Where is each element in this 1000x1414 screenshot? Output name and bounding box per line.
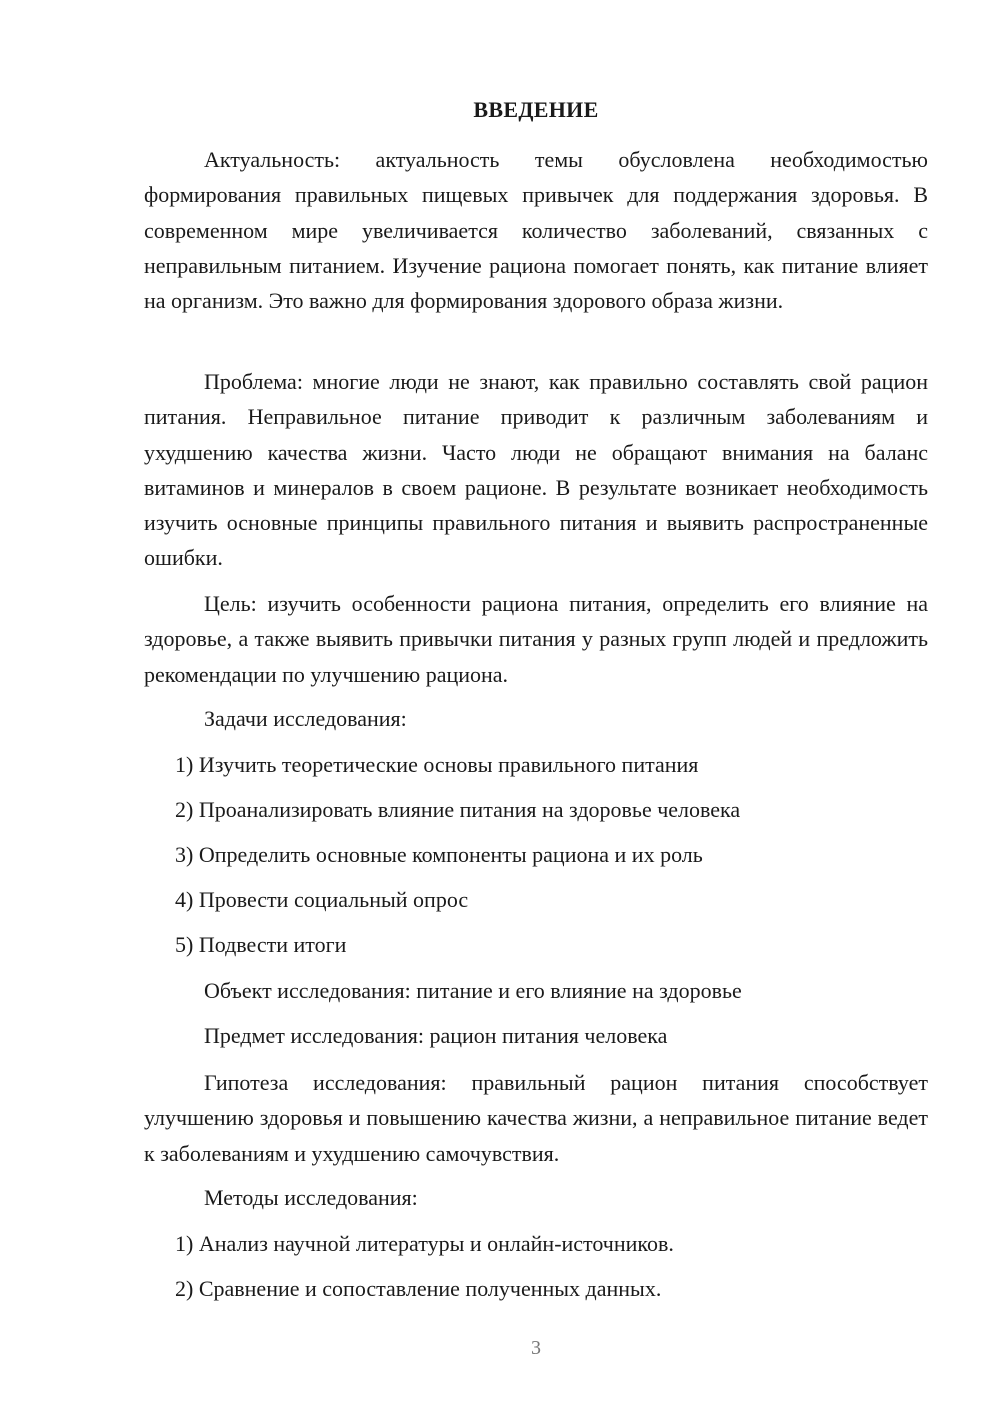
research-object: Объект исследования: питание и его влияние на здоровье [204,978,742,1003]
task-item: 3) Определить основные компоненты рациона и их роль [175,842,703,867]
research-subject: Предмет исследования: рацион питания человека [204,1023,668,1048]
methods-label: Методы исследования: [204,1185,418,1210]
page-number: 3 [531,1337,541,1359]
task-item: 1) Изучить теоретические основы правильного питания [175,752,699,777]
method-item: 1) Анализ научной литературы и онлайн-источников. [175,1231,674,1256]
goal-paragraph: Цель: изучить особенности рациона питания, определить его влияние на здоровье, а также выявить привычки питания у разных групп людей и предложить рекомендации по улучшению рациона. [144,591,928,687]
hypothesis-paragraph: Гипотеза исследования: правильный рацион питания способствует улучшению здоровья и повышению качества жизни, а неправильное питание ведет к заболеваниям и ухудшению самочувствия. [144,1070,928,1166]
section-heading: ВВЕДЕНИЕ [473,97,599,122]
task-item: 4) Провести социальный опрос [175,887,469,912]
relevance-paragraph: Актуальность: актуальность темы обусловлена необходимостью формирования правильных пищевых привычек для поддержания здоровья. В современном мире увеличивается количество заболеваний, связанных с неправильным питанием. Изучение рациона помогает понять, как питание влияет на организм. Это важно для формирования здорового образа жизни. [144,147,928,314]
method-item: 2) Сравнение и сопоставление полученных данных. [175,1276,662,1301]
problem-paragraph: Проблема: многие люди не знают, как правильно составлять свой рацион питания. Неправильное питание приводит к различным заболеваниям и ухудшению качества жизни. Часто люди не обращают внимания на баланс витаминов и минералов в своем рационе. В результате возникает необходимость изучить основные принципы правильного питания и выявить распространенные ошибки. [144,369,928,571]
tasks-label: Задачи исследования: [204,706,407,731]
task-item: 2) Проанализировать влияние питания на здоровье человека [175,797,741,822]
task-item: 5) Подвести итоги [175,932,347,957]
